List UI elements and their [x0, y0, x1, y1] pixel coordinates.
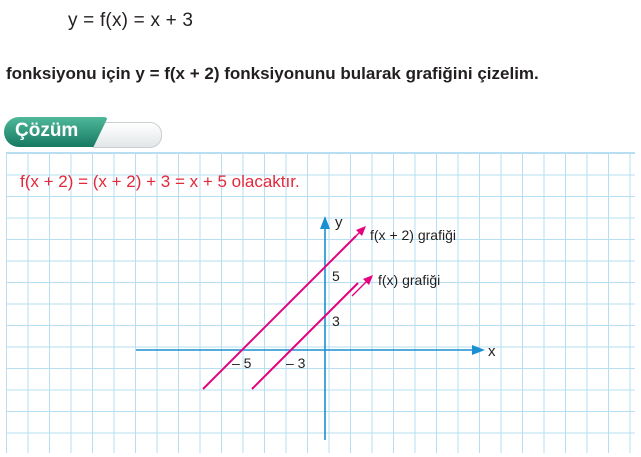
solution-note: f(x + 2) = (x + 2) + 3 = x + 5 olacaktır.: [20, 172, 300, 191]
x-axis-arrow: [472, 345, 485, 355]
problem-statement: fonksiyonu için y = f(x + 2) fonksiyonunu bularak grafiğini çizelim.: [6, 64, 539, 83]
y-axis-arrow: [320, 216, 330, 229]
tick-label-5: 5: [332, 268, 340, 284]
label-f-x-plus-2: f(x + 2) grafiği: [370, 227, 456, 243]
tick-label-neg5: – 5: [232, 355, 252, 371]
tick-label-neg3: – 3: [286, 355, 306, 371]
solution-tab-label: Çözüm: [15, 120, 79, 141]
tick-label-3: 3: [332, 313, 340, 329]
given-function: y = f(x) = x + 3: [68, 10, 194, 31]
label-f-x: f(x) grafiği: [378, 272, 441, 288]
line-f-x: [252, 283, 358, 389]
x-axis-label: x: [488, 343, 496, 360]
y-axis-label: y: [335, 214, 343, 231]
